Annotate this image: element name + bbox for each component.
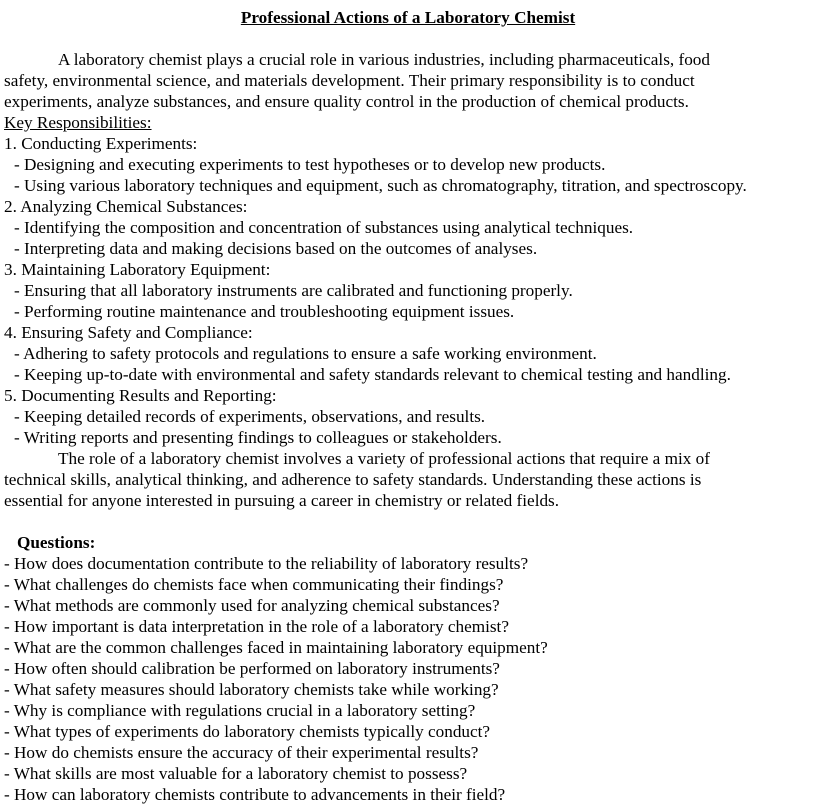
questions-list — [4, 553, 816, 805]
intro-line: safety, environmental science, and materials development. Their primary responsibility is to conduct — [4, 71, 695, 90]
question-item: - What are the common challenges faced in maintaining laboratory equipment? — [4, 638, 548, 657]
intro-paragraph — [4, 49, 816, 112]
question-item: - How often should calibration be performed on laboratory instruments? — [4, 659, 500, 678]
questions-heading: Questions: — [17, 533, 96, 552]
intro-line: A laboratory chemist plays a crucial role in various industries, including pharmaceuticals, food — [58, 50, 710, 69]
document-title: Professional Actions of a Laboratory Chemist — [240, 8, 576, 27]
question-item: - What types of experiments do laboratory chemists typically conduct? — [4, 722, 491, 741]
responsibilities-list — [4, 133, 816, 448]
responsibility-item — [4, 133, 816, 196]
conclusion-line: technical skills, analytical thinking, and adherence to safety standards. Understanding these actions is — [4, 470, 702, 489]
responsibility-point: - Keeping up-to-date with environmental and safety standards relevant to chemical testing and handling. — [14, 365, 731, 384]
question-item: - How do chemists ensure the accuracy of their experimental results? — [4, 743, 479, 762]
question-item: - What challenges do chemists face when communicating their findings? — [4, 575, 504, 594]
question-item: - How important is data interpretation in the role of a laboratory chemist? — [4, 617, 509, 636]
responsibility-heading: 2. Analyzing Chemical Substances: — [4, 197, 248, 216]
responsibility-point: - Ensuring that all laboratory instruments are calibrated and functioning properly. — [14, 281, 573, 300]
responsibility-item — [4, 385, 816, 448]
question-item: - What skills are most valuable for a laboratory chemist to possess? — [4, 764, 468, 783]
question-item: - How does documentation contribute to the reliability of laboratory results? — [4, 554, 529, 573]
spacer — [4, 511, 816, 532]
responsibility-point: - Designing and executing experiments to test hypotheses or to develop new products. — [14, 155, 606, 174]
responsibility-heading: 4. Ensuring Safety and Compliance: — [4, 323, 253, 342]
question-item: - What safety measures should laboratory chemists take while working? — [4, 680, 499, 699]
key-responsibilities-heading: Key Responsibilities: — [4, 113, 152, 132]
responsibility-point: - Performing routine maintenance and troubleshooting equipment issues. — [14, 302, 515, 321]
conclusion-paragraph — [4, 448, 816, 511]
responsibility-point: - Keeping detailed records of experiments, observations, and results. — [14, 407, 486, 426]
intro-line: experiments, analyze substances, and ensure quality control in the production of chemical products. — [4, 92, 689, 111]
responsibility-item — [4, 196, 816, 259]
question-item: - Why is compliance with regulations crucial in a laboratory setting? — [4, 701, 476, 720]
responsibility-point: - Adhering to safety protocols and regulations to ensure a safe working environment. — [14, 344, 597, 363]
responsibility-heading: 1. Conducting Experiments: — [4, 134, 198, 153]
responsibility-point: - Identifying the composition and concentration of substances using analytical techniques. — [14, 218, 634, 237]
conclusion-line: The role of a laboratory chemist involves a variety of professional actions that require a mix of — [58, 449, 710, 468]
responsibility-point: - Interpreting data and making decisions based on the outcomes of analyses. — [14, 239, 538, 258]
responsibility-point: - Using various laboratory techniques and equipment, such as chromatography, titration, and spectroscopy. — [14, 176, 747, 195]
question-item: - What methods are commonly used for analyzing chemical substances? — [4, 596, 500, 615]
responsibility-point: - Writing reports and presenting findings to colleagues or stakeholders. — [14, 428, 502, 447]
question-item: - How can laboratory chemists contribute to advancements in their field? — [4, 785, 506, 804]
responsibility-heading: 5. Documenting Results and Reporting: — [4, 386, 277, 405]
conclusion-line: essential for anyone interested in pursuing a career in chemistry or related fields. — [4, 491, 560, 510]
responsibility-heading: 3. Maintaining Laboratory Equipment: — [4, 260, 271, 279]
responsibility-item — [4, 259, 816, 322]
responsibility-item — [4, 322, 816, 385]
